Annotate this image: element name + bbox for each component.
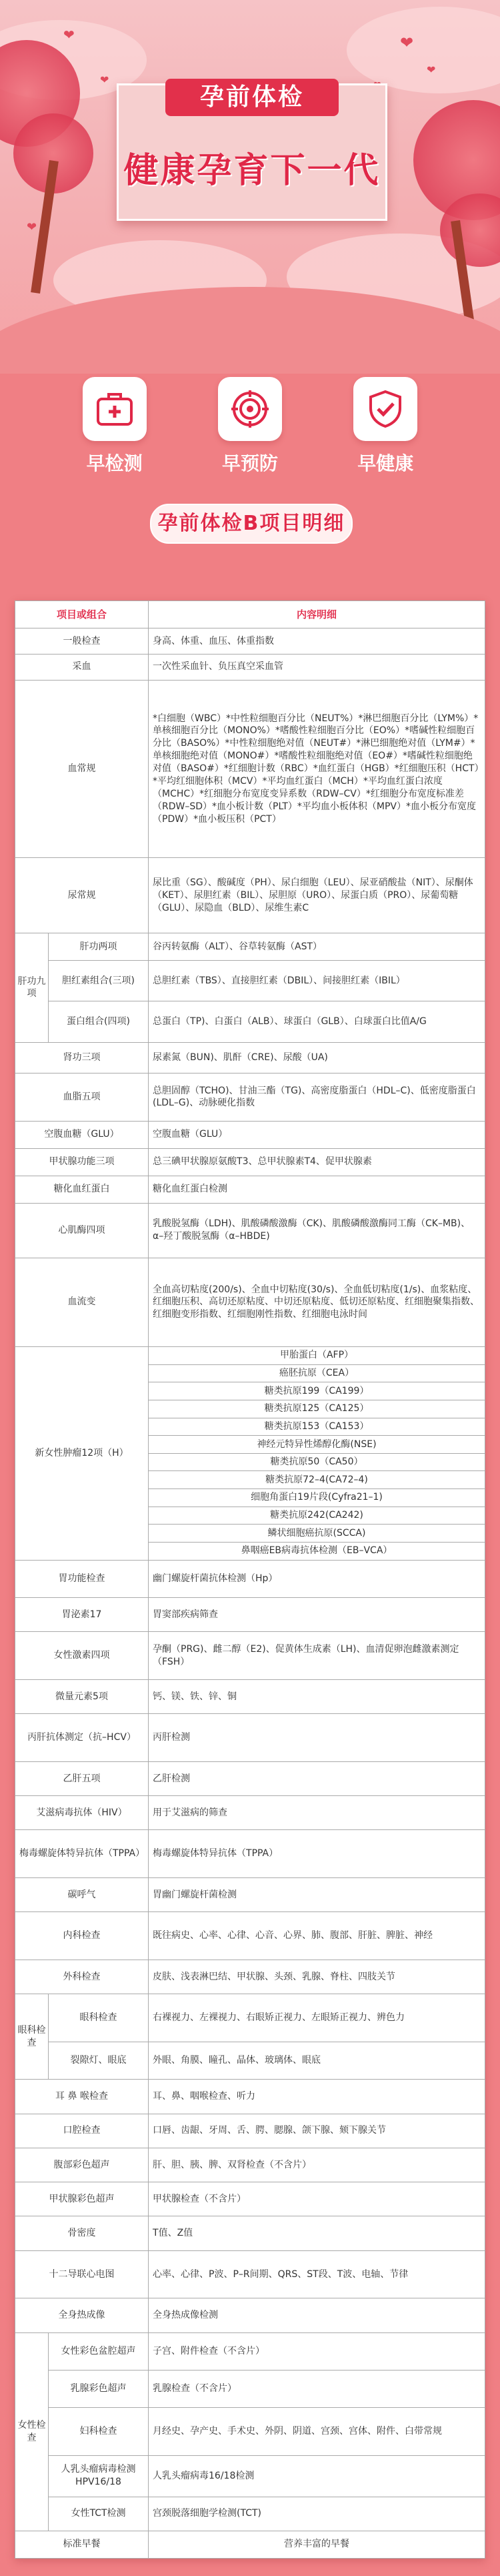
item-content: 尿素氮（BUN)、肌酐（CRE)、尿酸（UA) (149, 1042, 485, 1073)
item-content: 皮肤、浅表淋巴结、甲状腺、头颈、乳腺、脊柱、四肢关节 (149, 1960, 485, 1994)
item-name: 全身热成像 (15, 2298, 149, 2332)
item-content: 全身热成像检测 (149, 2298, 485, 2332)
item-content: 身高、体重、血压、体重指数 (149, 628, 485, 654)
feature-item (200, 377, 300, 480)
table-row (15, 2042, 485, 2080)
item-name: 甲状腺彩色超声 (15, 2182, 149, 2216)
item-content: 肝、胆、胰、脾、双肾检查（不含片） (149, 2148, 485, 2182)
header-cell: 内容明细 (149, 601, 485, 628)
item-content: 耳、鼻、咽喉检查、听力 (149, 2080, 485, 2114)
item-name: 血脂五项 (15, 1074, 149, 1122)
ribbon-title: 孕前体检 (165, 79, 339, 116)
item-content: 宫颈脱落细胞学检测(TCT) (149, 2497, 485, 2531)
item-content: 既往病史、心率、心律、心音、心界、肺、腹部、肝脏、脾脏、神经 (149, 1912, 485, 1960)
table-row (15, 1960, 485, 1994)
item-content: 甲状腺检查（不含片） (149, 2182, 485, 2216)
heart-icon: ❤ (427, 63, 436, 76)
item-content: 一次性采血针、负压真空采血管 (149, 654, 485, 680)
feature-label: 早检测 (86, 452, 143, 474)
item-name: 妇科检查 (49, 2408, 149, 2456)
item-name: 肝功两项 (49, 933, 149, 961)
item-name: 骨密度 (15, 2216, 149, 2250)
heart-icon: ❤ (63, 27, 75, 43)
table-row (15, 858, 485, 933)
item-content: 外眼、角膜、瞳孔、晶体、玻璃体、眼底 (149, 2042, 485, 2080)
group-label: 肝功九项 (15, 933, 49, 1043)
item-content: 乳腺检查（不含片） (149, 2370, 485, 2407)
item-content: 用于艾滋病的筛查 (149, 1796, 485, 1830)
table-row (15, 1679, 485, 1713)
table-row (15, 1176, 485, 1203)
table-row (15, 2370, 485, 2407)
marker-item: 糖类抗原125（CA125） (149, 1400, 485, 1418)
table-row (15, 654, 485, 680)
item-content: 右裸视力、左裸视力、右眼矫正视力、左眼矫正视力、辨色力 (149, 1994, 485, 2042)
item-content: 钙、镁、铁、锌、铜 (149, 1679, 485, 1713)
table-row (15, 1878, 485, 1912)
item-name: 采血 (15, 654, 149, 680)
table-row (15, 1632, 485, 1680)
item-name: 微量元素5项 (15, 1679, 149, 1713)
item-content: 丙肝检测 (149, 1714, 485, 1762)
cloud-decoration (347, 7, 500, 93)
item-content: 口唇、齿龈、牙周、舌、腭、腮腺、颌下腺、颏下腺关节 (149, 2114, 485, 2148)
group-label: 女性检查 (15, 2332, 49, 2531)
item-name: 胃泌素17 (15, 1598, 149, 1632)
table-row (15, 2408, 485, 2456)
table-row (15, 2148, 485, 2182)
marker-item: 鼻咽癌EB病毒抗体检测（EB–VCA） (149, 1543, 485, 1561)
item-name: 女性TCT检测 (49, 2497, 149, 2531)
table-row (15, 1714, 485, 1762)
item-name: 甲状腺功能三项 (15, 1148, 149, 1176)
item-name: 血流变 (15, 1258, 149, 1346)
marker-item: 细胞角蛋白19片段(Cyfra21–1) (149, 1489, 485, 1507)
item-content: 乳酸脱氢酶（LDH)、肌酸磷酸激酶（CK)、肌酸磷酸激酶同工酶（CK–MB)、α–羟丁酸脱氢酶（α–HBDE) (149, 1203, 485, 1258)
marker-item: 糖类抗原153（CA153） (149, 1418, 485, 1436)
item-content: 糖化血红蛋白检测 (149, 1176, 485, 1203)
table-row (15, 1074, 485, 1122)
table-row (15, 2216, 485, 2250)
item-name: 碳呼气 (15, 1878, 149, 1912)
feature-row (0, 377, 500, 480)
table-header-row (15, 601, 485, 628)
table-row (15, 2298, 485, 2332)
table-row (15, 1560, 485, 1597)
item-content: 总胆红素（TBS）、直接胆红素（DBIL）、间接胆红素（IBIL） (149, 961, 485, 1001)
item-name: 腹部彩色超声 (15, 2148, 149, 2182)
item-content: 空腹血糖（GLU） (149, 1121, 485, 1148)
marker-item: 糖类抗原199（CA199） (149, 1382, 485, 1400)
item-name: 艾滋病毒抗体（HIV） (15, 1796, 149, 1830)
item-name: 乙肝五项 (15, 1761, 149, 1795)
item-content: 心率、心律、P波、P–R间期、QRS、ST段、T波、电轴、节律 (149, 2250, 485, 2298)
table-row (15, 2080, 485, 2114)
item-name: 新女性肿瘤12项（H） (15, 1346, 149, 1560)
table-row (15, 1001, 485, 1042)
marker-item: 神经元特异性烯醇化酶(NSE) (149, 1436, 485, 1454)
item-name: 一般检查 (15, 628, 149, 654)
table-row (15, 2531, 485, 2558)
marker-item: 糖类抗原50（CA50） (149, 1453, 485, 1471)
item-content: 总胆固醇（TCHO)、甘油三酯（TG)、高密度脂蛋白（HDL–C)、低密度脂蛋白(LDL–G)、动脉硬化指数 (149, 1074, 485, 1122)
item-name: 心肌酶四项 (15, 1203, 149, 1258)
project-table (15, 600, 485, 2559)
item-content: 全血高切粘度(200/s)、全血中切粘度(30/s)、全血低切粘度(1/s)、血浆粘度、红细胞压积、高切还原粘度、中切还原粘度、低切还原粘度、红细胞聚集指数、红细胞变形指数、红细胞刚性指数、红细胞电泳时间 (149, 1258, 485, 1346)
item-name: 糖化血红蛋白 (15, 1176, 149, 1203)
item-name: 十二导联心电图 (15, 2250, 149, 2298)
item-name: 人乳头瘤病毒检测HPV16/18 (49, 2456, 149, 2497)
marker-item: 糖类抗原242(CA242) (149, 1507, 485, 1525)
table-row (15, 1598, 485, 1632)
marker-item: 癌胚抗原（CEA） (149, 1364, 485, 1382)
section-title: 孕前体检B项目明细 (150, 504, 353, 544)
table-row (15, 1148, 485, 1176)
item-content: *白细胞（WBC）*中性粒细胞百分比（NEUT%）*淋巴细胞百分比（LYM%）*单核细胞百分比（MONO%）*嗜酸性粒细胞百分比（EO%）*嗜碱性粒细胞百分比（BASO%）*中性粒细胞绝对值（NEUT#）*淋巴细胞绝对值（LYM#）*单核细胞绝对值（MONO#）*嗜酸性粒细胞绝对值（EO#）*嗜碱性粒细胞绝对值（BASO#）*红细胞计数（RBC）*血红蛋白（HGB）*红细胞压积（HCT）*平均红细胞体积（MCV）*平均血红蛋白（MCH）*平均血红蛋白浓度（MCHC）*红细胞分布宽度变异系数（RDW–CV）*红细胞分布宽度标准差（RDW–SD）*血小板计数（PLT）*平均血小板体积（MPV）*血小板分布宽度（PDW）*血小板压积（PCT） (149, 680, 485, 857)
item-name: 丙肝抗体测定（抗–HCV） (15, 1714, 149, 1762)
item-content: T值、Z值 (149, 2216, 485, 2250)
item-content: 人乳头瘤病毒16/18检测 (149, 2456, 485, 2497)
table-row (15, 1346, 485, 1364)
item-name: 血常规 (15, 680, 149, 857)
target-icon (218, 377, 282, 441)
item-name: 口腔检查 (15, 2114, 149, 2148)
item-name: 外科检查 (15, 1960, 149, 1994)
item-name: 眼科检查 (49, 1994, 149, 2042)
table-row (15, 2114, 485, 2148)
item-content: 幽门螺旋杆菌抗体检测（Hp） (149, 1560, 485, 1597)
table-row (15, 1203, 485, 1258)
group-label: 眼科检查 (15, 1994, 49, 2080)
item-content: 孕酮（PRG)、雌二醇（E2)、促黄体生成素（LH)、血清促卵泡雌激素测定（FSH） (149, 1632, 485, 1680)
table-row (15, 1830, 485, 1878)
item-name: 蛋白组合(四项) (49, 1001, 149, 1042)
table-row (15, 961, 485, 1001)
item-content: 梅毒螺旋体特异抗体（TPPA） (149, 1830, 485, 1878)
feature-item (65, 377, 165, 480)
item-name: 标准早餐 (15, 2531, 149, 2558)
item-content: 乙肝检测 (149, 1761, 485, 1795)
medical-kit-icon (83, 377, 147, 441)
feature-item (335, 377, 435, 480)
item-name: 胆红素组合(三项) (49, 961, 149, 1001)
item-content: 谷丙转氨酶（ALT）、谷草转氨酶（AST） (149, 933, 485, 961)
table-row (15, 1042, 485, 1073)
feature-label: 早预防 (221, 452, 278, 474)
heart-icon: ❤ (27, 220, 37, 234)
table-row (15, 680, 485, 857)
table-row (15, 1121, 485, 1148)
hero-banner (0, 0, 500, 374)
table-row (15, 1761, 485, 1795)
item-content: 胃幽门螺旋杆菌检测 (149, 1878, 485, 1912)
table-row (15, 2182, 485, 2216)
heart-icon: ❤ (400, 33, 414, 52)
item-name: 女性彩色盆腔超声 (49, 2332, 149, 2370)
item-content: 总蛋白（TP)、白蛋白（ALB）、球蛋白（GLB）、白球蛋白比值A/G (149, 1001, 485, 1042)
item-content: 总三碘甲状腺原氨酸T3、总甲状腺素T4、促甲状腺素 (149, 1148, 485, 1176)
table-row (15, 1258, 485, 1346)
header-cell: 项目或组合 (15, 601, 149, 628)
item-content: 胃窦部疾病筛查 (149, 1598, 485, 1632)
item-name: 胃功能检查 (15, 1560, 149, 1597)
table-row (15, 2497, 485, 2531)
table-row (15, 1994, 485, 2042)
table-row (15, 1796, 485, 1830)
title-card (117, 83, 387, 221)
feature-label: 早健康 (357, 452, 414, 474)
heart-icon: ❤ (100, 73, 109, 86)
item-name: 空腹血糖（GLU） (15, 1121, 149, 1148)
shield-check-icon (353, 377, 417, 441)
marker-item: 糖类抗原72–4(CA72–4) (149, 1471, 485, 1489)
item-name: 女性激素四项 (15, 1632, 149, 1680)
item-content: 子宫、附件检查（不含片） (149, 2332, 485, 2370)
table-row (15, 2332, 485, 2370)
item-name: 尿常规 (15, 858, 149, 933)
table-row (15, 1912, 485, 1960)
slogan: 健康孕育下一代 (123, 151, 381, 191)
marker-item: 鳞状细胞癌抗原(SCCA) (149, 1525, 485, 1543)
table-row (15, 933, 485, 961)
item-name: 肾功三项 (15, 1042, 149, 1073)
item-content: 月经史、孕产史、手术史、外阴、阴道、宫颈、宫体、附件、白带常规 (149, 2408, 485, 2456)
table-row (15, 2456, 485, 2497)
table-row (15, 2250, 485, 2298)
table-row (15, 628, 485, 654)
item-name: 内科检查 (15, 1912, 149, 1960)
item-content: 营养丰富的早餐 (149, 2531, 485, 2558)
item-name: 乳腺彩色超声 (49, 2370, 149, 2407)
item-name: 耳 鼻 喉检查 (15, 2080, 149, 2114)
item-content: 尿比重（SG）、酸碱度（PH）、尿白细胞（LEU）、尿亚硝酸盐（NIT）、尿酮体（KET）、尿胆红素（BIL）、尿胆原（URO）、尿蛋白质（PRO）、尿葡萄糖（GLU）、尿隐血（BLD）、尿维生素C (149, 858, 485, 933)
marker-item: 甲胎蛋白（AFP） (149, 1346, 485, 1364)
item-name: 裂隙灯、眼底 (49, 2042, 149, 2080)
item-name: 梅毒螺旋体特异抗体（TPPA） (15, 1830, 149, 1878)
